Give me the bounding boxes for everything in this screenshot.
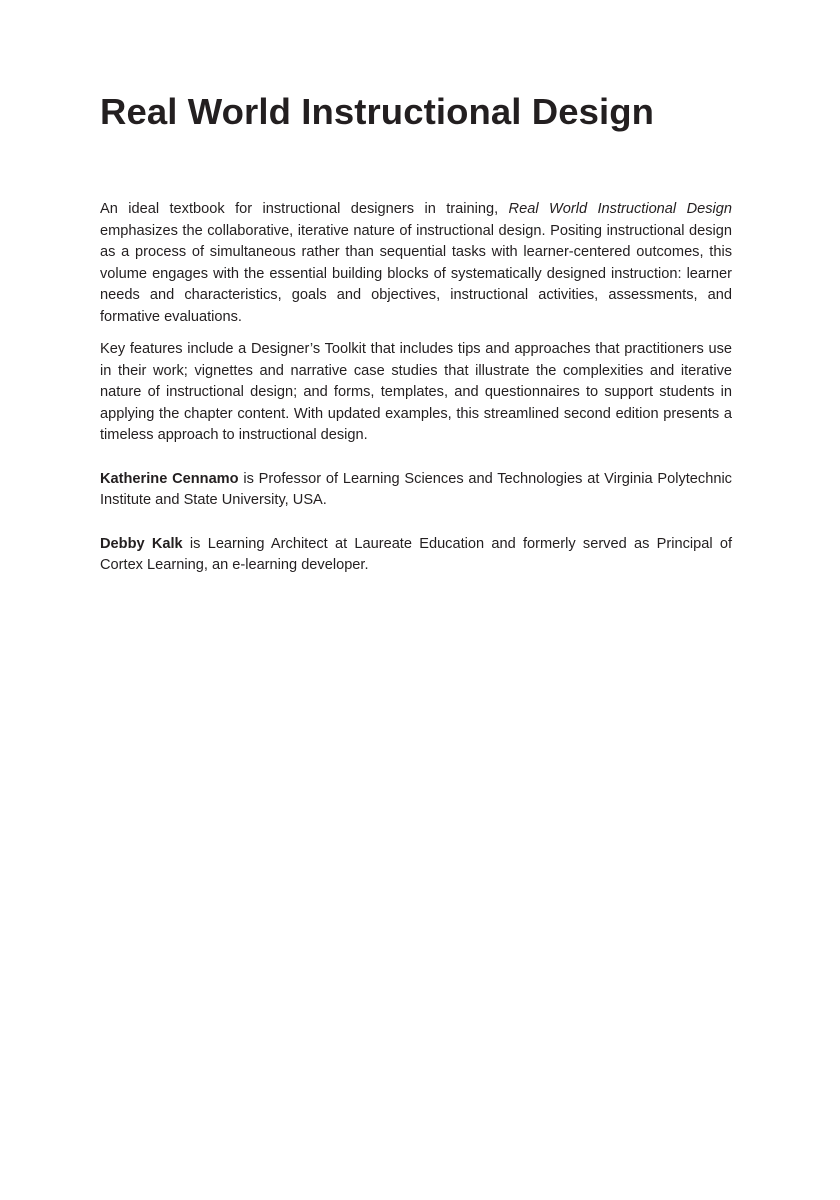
author-name-2: Debby Kalk <box>100 535 183 552</box>
author-name-1: Katherine Cennamo <box>100 470 239 487</box>
description-paragraph-1 <box>100 199 732 328</box>
book-blurb <box>100 199 732 577</box>
book-title-italic: Real World Instructional Design <box>508 201 732 217</box>
author-bio-1 <box>100 469 732 512</box>
author-bio-text-1: is Professor of Learning Sciences and Technologies at Virginia Polytechnic Institute and State University, USA. <box>100 470 732 508</box>
author-bio-2 <box>100 534 732 577</box>
page-title: Real World Instructional Design <box>100 91 655 132</box>
author-bio-text-2: is Learning Architect at Laureate Education and formerly served as Principal of Cortex Learning, an e-learning developer. <box>100 535 732 573</box>
description-paragraph-1-rest: emphasizes the collaborative, iterative nature of instructional design. Positing instructional design as a process of simultaneous rather than sequential tasks with learner-centered outcomes, this volume engages with the essential building blocks of systematically designed instruction: learner needs and characteristics, goals and objectives, instructional activities, assessments, and formative evaluations. <box>100 222 732 325</box>
description-paragraph-1-lead: An ideal textbook for instructional designers in training, <box>100 201 509 217</box>
description-paragraph-2: Key features include a Designer’s Toolkit that includes tips and approaches that practitioners use in their work; vignettes and narrative case studies that illustrate the complexities and iterative nature of instructional design; and forms, templates, and questionnaires to support students in applying the chapter content. With updated examples, this streamlined second edition presents a timeless approach to instructional design. <box>100 341 732 443</box>
